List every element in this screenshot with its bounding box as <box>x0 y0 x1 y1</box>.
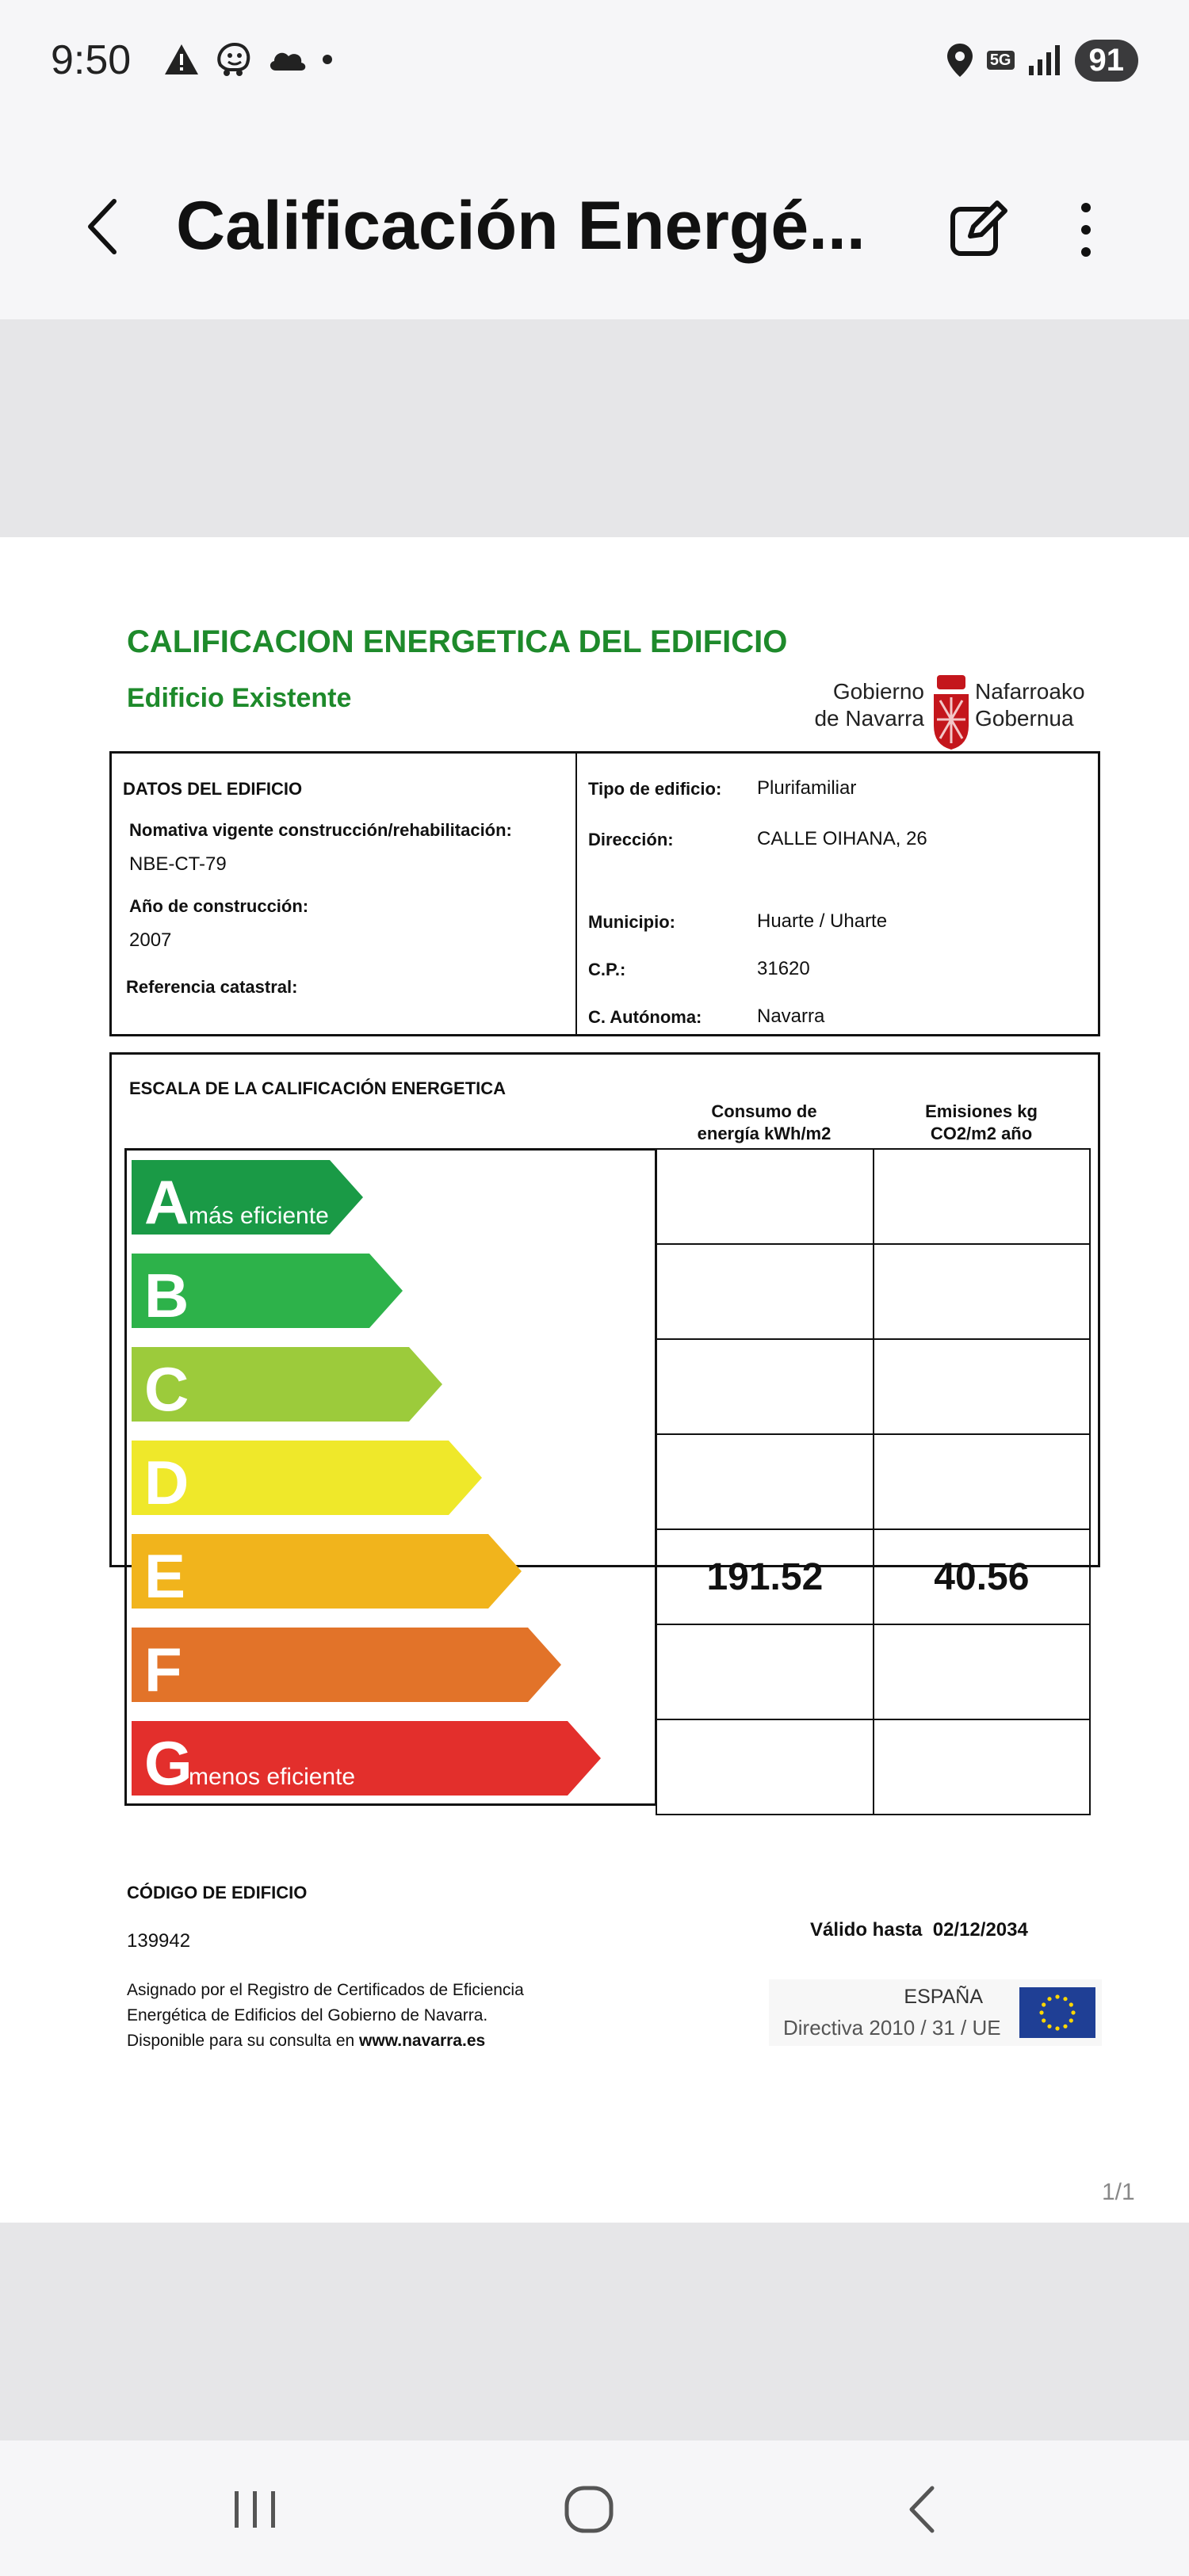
battery-indicator: 91 <box>1075 40 1139 82</box>
rating-letter: D <box>144 1448 189 1517</box>
table-cell <box>656 1719 874 1815</box>
address-value: CALLE OIHANA, 26 <box>757 828 927 849</box>
table-cell <box>874 1244 1090 1339</box>
emissions-value: 40.56 <box>874 1529 1090 1624</box>
table-row <box>656 1529 1090 1624</box>
table-cell <box>656 1339 874 1434</box>
consumption-column-header: Consumo de energía kWh/m2 <box>697 1101 832 1143</box>
status-icons-right <box>946 38 1138 82</box>
table-cell <box>874 1339 1090 1434</box>
building-code-value: 139942 <box>127 1930 191 1952</box>
eu-star <box>1063 1997 1067 2001</box>
more-options-icon[interactable] <box>1070 198 1102 261</box>
recent-apps-icon[interactable] <box>224 2482 287 2537</box>
eu-star <box>1042 2018 1046 2022</box>
rating-note: más eficiente <box>189 1203 329 1229</box>
rating-arrow-b <box>132 1254 403 1330</box>
table-row <box>656 1339 1090 1434</box>
rating-letter: G <box>144 1728 193 1798</box>
scale-header: ESCALA DE LA CALIFICACIÓN ENERGETICA <box>129 1078 507 1098</box>
postal-label: C.P.: <box>588 960 626 979</box>
table-row <box>656 1149 1090 1244</box>
rating-scale <box>124 1148 657 1806</box>
home-icon[interactable] <box>557 2482 621 2537</box>
type-value: Plurifamiliar <box>757 777 857 799</box>
certificate-subtitle: Edificio Existente <box>127 683 352 713</box>
rating-letter: C <box>144 1354 189 1424</box>
status-icons-left <box>163 40 333 79</box>
eu-flag-icon <box>1019 1987 1095 2038</box>
norma-value: NBE-CT-79 <box>129 853 227 875</box>
address-label: Dirección: <box>588 830 674 849</box>
rating-arrows <box>127 1151 655 1803</box>
signal-icon <box>1027 44 1062 77</box>
rating-letter: A <box>144 1167 189 1237</box>
rating-arrow-a <box>132 1160 363 1237</box>
eu-star <box>1047 1997 1051 2001</box>
logo-text-left-1: Gobierno <box>832 679 924 704</box>
table-row <box>656 1719 1090 1815</box>
cadastral-label: Referencia catastral: <box>126 977 298 997</box>
consumption-value: 191.52 <box>656 1529 874 1624</box>
rating-arrow-shape <box>132 1628 561 1702</box>
year-value: 2007 <box>129 929 172 951</box>
location-icon <box>946 42 974 78</box>
logo-text-left-2: de Navarra <box>814 706 924 731</box>
eu-directive-badge <box>769 1979 1102 2046</box>
table-row <box>656 1244 1090 1339</box>
valid-until-label: Válido hasta <box>810 1919 923 1941</box>
table-row <box>656 1434 1090 1529</box>
rating-arrow-f <box>132 1628 561 1704</box>
municipality-label: Municipio: <box>588 912 675 932</box>
dot-icon <box>322 54 333 65</box>
back-nav-icon[interactable] <box>891 2482 954 2537</box>
rating-arrow-e <box>132 1534 522 1611</box>
app-bar <box>0 127 1189 319</box>
table-cell <box>874 1719 1090 1815</box>
rating-letter: F <box>144 1635 182 1704</box>
gobierno-navarra-logo <box>805 670 1114 753</box>
rating-arrow-g <box>132 1721 601 1798</box>
norma-label: Nomativa vigente construcción/rehabilitación: <box>129 820 512 840</box>
valid-until <box>810 1919 1028 1941</box>
table-cell <box>874 1624 1090 1719</box>
emissions-column-header: Emisiones kg CO2/m2 año <box>925 1101 1038 1143</box>
eu-directive: Directiva 2010 / 31 / UE <box>783 2016 1001 2040</box>
certificate-title: CALIFICACION ENERGETICA DEL EDIFICIO <box>127 624 788 659</box>
eu-star <box>1039 2010 1043 2014</box>
eu-star <box>1047 2025 1051 2028</box>
back-arrow-icon[interactable] <box>79 197 127 257</box>
table-cell <box>874 1434 1090 1529</box>
table-cell <box>656 1244 874 1339</box>
rating-letter: B <box>144 1261 189 1330</box>
eu-star <box>1055 1994 1059 1998</box>
table-row <box>656 1624 1090 1719</box>
table-cell <box>656 1434 874 1529</box>
region-value: Navarra <box>757 1006 825 1027</box>
valid-until-date: 02/12/2034 <box>932 1919 1028 1941</box>
table-cell <box>656 1149 874 1244</box>
warning-icon <box>163 43 200 76</box>
5g-icon: 5G <box>987 51 1015 70</box>
building-data-box <box>109 751 1100 1036</box>
viewer-margin-bottom <box>0 2223 1189 2441</box>
navarra-crest-icon <box>931 670 972 753</box>
type-label: Tipo de edificio: <box>588 779 722 799</box>
postal-value: 31620 <box>757 958 810 979</box>
status-bar <box>0 0 1189 127</box>
rating-arrow-shape <box>132 1534 522 1609</box>
energy-scale-box <box>109 1052 1100 1798</box>
status-time: 9:50 <box>51 37 132 83</box>
viewer-margin-top <box>0 319 1189 537</box>
year-label: Año de construcción: <box>129 896 309 916</box>
eu-star <box>1042 2002 1046 2006</box>
table-cell <box>656 1624 874 1719</box>
building-code-label: CÓDIGO DE EDIFICIO <box>127 1883 308 1902</box>
municipality-value: Huarte / Uharte <box>757 910 888 932</box>
document-page <box>0 537 1189 2223</box>
eu-star <box>1055 2026 1059 2030</box>
page-title: Calificación Energé... <box>176 188 866 264</box>
building-data-header: DATOS DEL EDIFICIO <box>123 779 303 799</box>
rating-arrow-d <box>132 1441 482 1517</box>
eu-star <box>1071 2010 1075 2014</box>
logo-text-right-1: Nafarroako <box>975 679 1085 704</box>
eu-star <box>1069 2002 1073 2006</box>
cloud-icon <box>266 45 308 74</box>
navarra-website-link[interactable]: www.navarra.es <box>359 2032 486 2050</box>
rating-values-table <box>656 1148 1091 1815</box>
eu-star <box>1063 2025 1067 2028</box>
logo-text-right-2: Gobernua <box>975 706 1074 731</box>
eu-star <box>1069 2018 1073 2022</box>
eu-country: ESPAÑA <box>904 1986 983 2008</box>
rating-note: menos eficiente <box>189 1764 356 1790</box>
waze-icon <box>214 41 252 78</box>
edit-icon[interactable] <box>946 197 1010 260</box>
table-cell <box>874 1149 1090 1244</box>
registry-note: Asignado por el Registro de Certificados de Eficiencia Energética de Edificios del Gobierno de Navarra. Disponible para su consulta en www.navarra.es <box>127 1981 524 2050</box>
navigation-bar <box>0 2441 1189 2576</box>
page-indicator: 1/1 <box>1102 2179 1135 2205</box>
region-label: C. Autónoma: <box>588 1007 702 1027</box>
rating-arrow-c <box>132 1347 442 1424</box>
rating-letter: E <box>144 1541 186 1611</box>
